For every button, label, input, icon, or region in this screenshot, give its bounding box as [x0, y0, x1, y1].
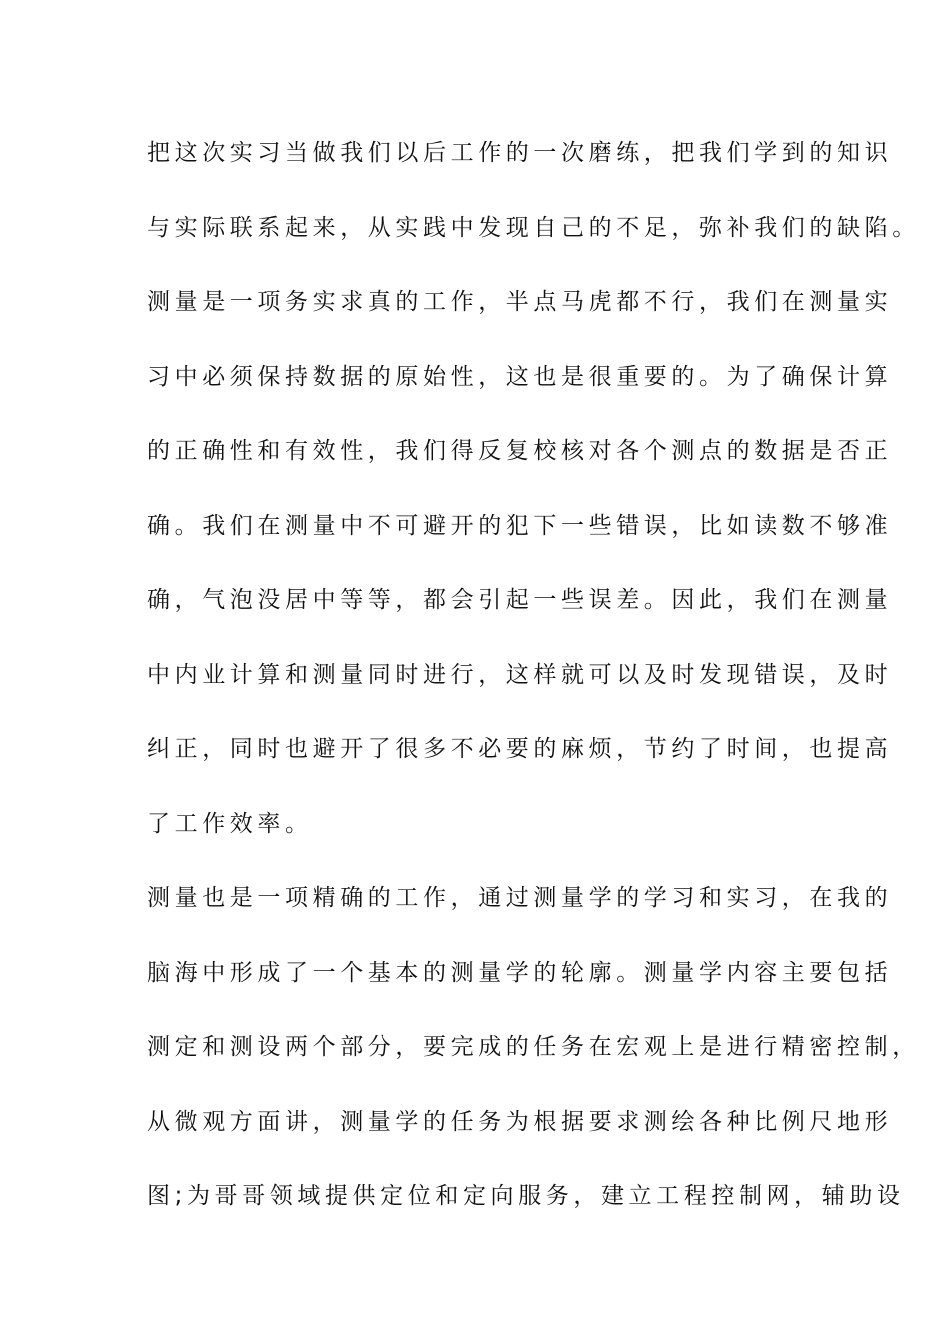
- text-line-15: 图;为哥哥领域提供定位和定向服务，建立工程控制网，辅助设: [147, 1183, 905, 1209]
- text-line-6: 确。我们在测量中不可避开的犯下一些错误，比如读数不够准: [147, 512, 893, 539]
- text-line-3: 测量是一项务实求真的工作，半点马虎都不行，我们在测量实: [147, 289, 893, 315]
- text-line-2: 与实际联系起来，从实践中发现自己的不足，弥补我们的缺陷。: [147, 214, 920, 241]
- text-line-11: 测量也是一项精确的工作，通过测量学的学习和实习，在我的: [147, 885, 893, 911]
- text-line-7: 确，气泡没居中等等，都会引起一些误差。因此，我们在测量: [147, 587, 893, 613]
- text-line-4: 习中必须保持数据的原始性，这也是很重要的。为了确保计算: [147, 363, 893, 390]
- body-text: [147, 128, 920, 1246]
- text-line-13: 测定和测设两个部分，要完成的任务在宏观上是进行精密控制，: [147, 1034, 920, 1060]
- text-line-10: 了工作效率。: [147, 810, 313, 837]
- text-line-14: 从微观方面讲，测量学的任务为根据要求测绘各种比例尺地形: [147, 1108, 893, 1135]
- text-line-12: 脑海中形成了一个基本的测量学的轮廓。测量学内容主要包括: [147, 959, 893, 986]
- text-line-5: 的正确性和有效性，我们得反复校核对各个测点的数据是否正: [147, 438, 893, 464]
- text-line-1: 把这次实习当做我们以后工作的一次磨练，把我们学到的知识: [147, 140, 893, 166]
- text-line-9: 纠正，同时也避开了很多不必要的麻烦，节约了时间，也提高: [147, 736, 893, 762]
- text-line-8: 中内业计算和测量同时进行，这样就可以及时发现错误，及时: [147, 661, 893, 688]
